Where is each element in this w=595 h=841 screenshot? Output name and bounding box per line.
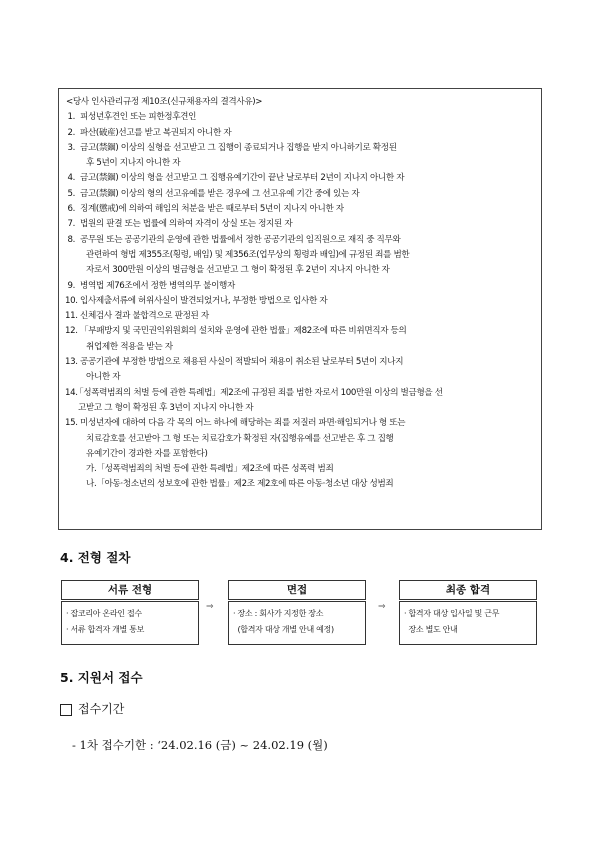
rule-item-5 (65, 187, 535, 202)
rule-item-3 (65, 141, 535, 156)
rule-text: 금고(禁錮) 이상의 형을 선고받고 그 집행유예기간이 끝난 날로부터 2년이 지나지 아니한 자 (80, 173, 405, 184)
rule-number: 6. (67, 204, 75, 215)
rule-text: 피성년후견인 또는 피한정후견인 (80, 112, 197, 123)
application-deadline: - 1차 접수기한 : ‘24.02.16 (금) ~ 24.02.19 (월) (72, 738, 328, 752)
rule-number: 5. (67, 188, 75, 199)
stage-body-interview (228, 601, 366, 645)
rule-item-9 (65, 279, 535, 294)
rule-number: 12. (65, 326, 78, 337)
rule-text: 법원의 판결 또는 법률에 의하여 자격이 상실 또는 정지된 자 (80, 219, 293, 230)
rule-text: 입사제출서류에 허위사실이 발견되었거나, 부정한 방법으로 입사한 자 (80, 295, 328, 306)
rule-item-12 (65, 324, 535, 339)
rule-text-continued: 취업제한 적용을 받는 자 (86, 341, 173, 352)
stage-line: · 잡코리아 온라인 접수 (66, 609, 142, 618)
arrow-icon: ⇒ (378, 602, 386, 612)
rule-number: 7. (67, 219, 75, 230)
application-period-label: 접수기간 (78, 702, 125, 716)
rule-number: 1. (67, 112, 75, 123)
rule-text-continued: 고받고 그 형이 확정된 후 3년이 지나지 아니한 자 (78, 402, 254, 413)
rule-number: 13. (65, 357, 78, 368)
rule-subitem-ga: 가.「성폭력범죄의 처벌 등에 관한 특례법」제2조에 따른 성폭력 범죄 (86, 464, 334, 475)
rule-text: 미성년자에 대하여 다음 각 목의 어느 하나에 해당하는 죄를 저질러 파면·해임되거나 형 또는 (80, 418, 406, 429)
rule-text-continued: 후 5년이 지나지 아니한 자 (86, 158, 181, 169)
rule-text: 신체검사 결과 불합격으로 판정된 자 (80, 311, 209, 322)
stage-line: · 장소 : 회사가 지정한 장소 (233, 609, 324, 618)
rule-text: 「부패방지 및 국민권익위원회의 설치와 운영에 관한 법률」제82조에 따른 비위면직자 등의 (80, 326, 407, 337)
stage-body-document-screening (61, 601, 199, 645)
rule-text: 「성폭력범죄의 처벌 등에 관한 특례법」제2조에 규정된 죄를 범한 자로서 100만원 이상의 벌금형을 선 (75, 387, 443, 398)
rule-subitem-na: 나.「아동·청소년의 성보호에 관한 법률」제2조 제2호에 따른 아동·청소년 대상 성범죄 (86, 479, 394, 490)
rule-number: 9. (67, 280, 75, 291)
section-5-title: 5. 지원서 접수 (60, 670, 143, 685)
stage-title-document-screening: 서류 전형 (61, 580, 199, 600)
stage-body-final-pass (399, 601, 537, 645)
rule-item-14 (65, 386, 535, 401)
rule-text: 공무원 또는 공공기관의 운영에 관한 법률에서 정한 공공기관의 임직원으로 재직 중 직무와 (80, 234, 401, 245)
rule-text: 금고(禁錮) 이상의 형의 선고유예를 받은 경우에 그 선고유예 기간 중에 있는 자 (80, 188, 360, 199)
stage-line: (합격자 대상 개별 안내 예정) (233, 625, 334, 634)
stage-line: · 서류 합격자 개별 통보 (66, 625, 145, 634)
rule-text-continued: 유예기간이 경과한 자를 포함한다) (86, 448, 208, 459)
rule-item-2 (65, 126, 535, 141)
rule-text-continued: 아니한 자 (86, 372, 121, 383)
rule-text-continued: 치료감호를 선고받아 그 형 또는 치료감호가 확정된 자(집행유예를 선고받은 후 그 집행 (86, 433, 394, 444)
checkbox-icon (60, 704, 72, 716)
rule-item-10 (65, 294, 535, 309)
rule-text: 징계(懲戒)에 의하여 해임의 처분을 받은 때로부터 5년이 지나지 아니한 자 (80, 204, 344, 215)
stage-line: · 합격자 대상 입사일 및 근무 (404, 609, 500, 618)
rule-item-11 (65, 309, 535, 324)
rule-text-continued: 자로서 300만원 이상의 벌금형을 선고받고 그 형이 확정된 후 2년이 지나지 아니한 자 (86, 265, 390, 276)
rule-item-1 (65, 110, 535, 125)
rule-text: 금고(禁錮) 이상의 실형을 선고받고 그 집행이 종료되거나 집행을 받지 아니하기로 확정된 (80, 142, 397, 153)
rule-number: 4. (67, 173, 75, 184)
rule-text-continued: 관련하여 형법 제355조(횡령, 배임) 및 제356조(업무상의 횡령과 배임)에 규정된 죄를 범한 (86, 249, 410, 260)
rule-number: 10. (65, 295, 78, 306)
rule-text: 파산(破産)선고를 받고 복권되지 아니한 자 (80, 127, 232, 138)
stage-line: 장소 별도 안내 (404, 625, 458, 634)
rule-number: 8. (67, 234, 75, 245)
rules-header: <당사 인사관리규정 제10조(신규채용자의 결격사유)> (66, 97, 263, 107)
rule-item-7 (65, 217, 535, 232)
rule-number: 3. (67, 142, 75, 153)
rule-number: 14. (65, 387, 78, 398)
rule-number: 11. (65, 311, 78, 322)
rule-number: 2. (67, 127, 75, 138)
rule-number: 15. (65, 418, 78, 429)
section-4-title: 4. 전형 절차 (60, 550, 131, 565)
hiring-disqualification-rules-box (58, 88, 542, 530)
stage-title-interview: 면접 (228, 580, 366, 600)
rule-item-6 (65, 202, 535, 217)
arrow-icon: ⇒ (206, 602, 214, 612)
rule-text: 병역법 제76조에서 정한 병역의무 불이행자 (80, 280, 235, 291)
stage-title-final-pass: 최종 합격 (399, 580, 537, 600)
rule-item-15 (65, 416, 535, 431)
rule-item-4 (65, 171, 535, 186)
rule-item-13 (65, 355, 535, 370)
rule-text: 공공기관에 부정한 방법으로 채용된 사실이 적발되어 채용이 취소된 날로부터 5년이 지나지 (80, 357, 404, 368)
rule-item-8 (65, 233, 535, 248)
